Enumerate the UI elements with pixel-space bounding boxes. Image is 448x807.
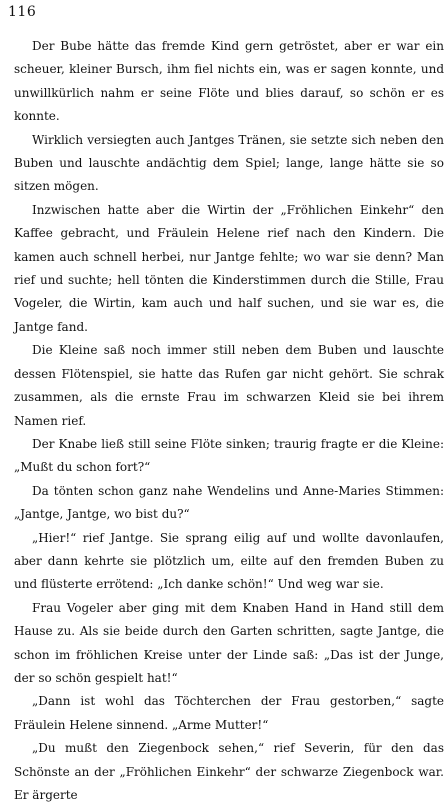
paragraph: Frau Vogeler aber ging mit dem Knaben Hand in Hand still dem Hause zu. Als sie beide durch den Garten schritten, sagte Jantge, die schon im fröhlichen Kreise unter der Linde saß: „Das ist der Junge, der so schön gespielt hat!“ xyxy=(14,600,444,685)
paragraph: Wirklich versiegten auch Jantges Tränen, sie setzte sich neben den Buben und lauschte andächtig dem Spiel; lange, lange hätte sie so sitzen mögen. xyxy=(14,132,444,194)
paragraph: „Dann ist wohl das Töchterchen der Frau gestorben,“ sagte Fräulein Helene sinnend. „Arme Mutter!“ xyxy=(14,694,444,732)
paragraph: „Hier!“ rief Jantge. Sie sprang eilig auf und wollte davonlaufen, aber dann kehrte sie plötzlich um, eilte auf den fremden Buben zu und flüsterte errötend: „Ich danke schön!“ Und weg war sie. xyxy=(14,530,444,592)
body-text xyxy=(14,35,444,807)
paragraph: Inzwischen hatte aber die Wirtin der „Fröhlichen Einkehr“ den Kaffee gebracht, und Fräulein Helene rief nach den Kindern. Die kamen auch schnell herbei, nur Jantge fehlte; wo war sie denn? Man rief und suchte; hell tönten die Kinderstimmen durch die Stille, Frau Vogeler, die Wirtin, kam auch und half suchen, und sie war es, die Jantge fand. xyxy=(14,202,444,334)
paragraph: Die Kleine saß noch immer still neben dem Buben und lauschte dessen Flötenspiel, sie hatte das Rufen gar nicht gehört. Sie schrak zusammen, als die ernste Frau im schwarzen Kleid sie bei ihrem Namen rief. xyxy=(14,343,444,428)
paragraph: „Du mußt den Ziegenbock sehen,“ rief Severin, für den das Schönste an der „Fröhlichen Einkehr“ der schwarze Ziegenbock war. Er ärgerte xyxy=(14,741,444,802)
page-number: 116 xyxy=(8,4,37,20)
paragraph: Da tönten schon ganz nahe Wendelins und Anne-Maries Stimmen: „Jantge, Jantge, wo bist du?“ xyxy=(14,483,444,522)
paragraph: Der Knabe ließ still seine Flöte sinken; traurig fragte er die Kleine: „Mußt du schon fort?“ xyxy=(14,436,444,475)
paragraph: Der Bube hätte das fremde Kind gern getröstet, aber er war ein scheuer, kleiner Bursch, ihm fiel nichts ein, was er sagen konnte, und unwillkürlich nahm er seine Flöte und blies darauf, so schön er es konnte. xyxy=(14,39,444,124)
